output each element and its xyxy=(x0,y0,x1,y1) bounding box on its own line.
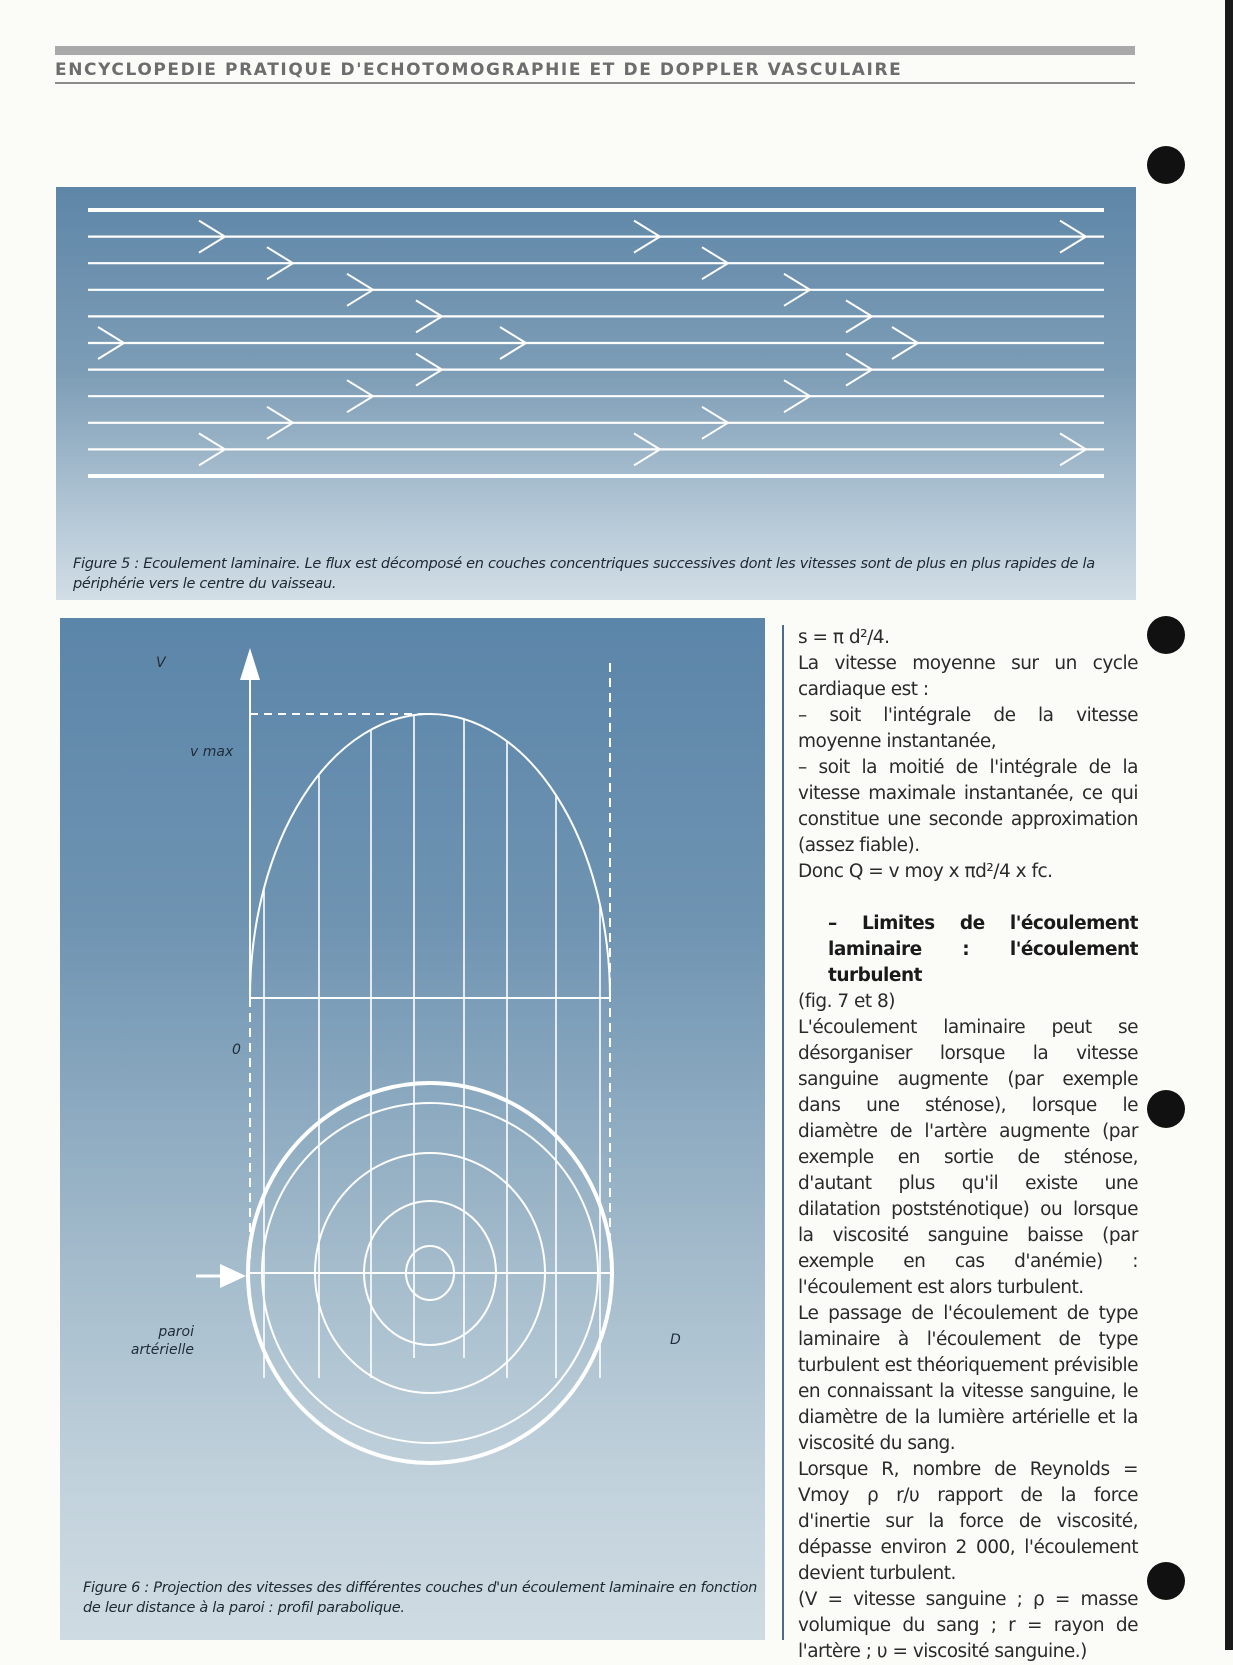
heading-reference: (fig. 7 et 8) xyxy=(798,991,896,1012)
axis-v-label: V xyxy=(156,655,166,671)
paragraph: – soit l'intégrale de la vitesse moyenne instantanée, xyxy=(798,705,1138,752)
wall-label-2: artérielle xyxy=(130,1342,194,1358)
paragraph: Le passage de l'écoulement de type laminaire à l'écoulement de type turbulent est théoriquement prévisible en connaissant la vitesse sanguine, le diamètre de la lumière artérielle et la viscosité du sang. xyxy=(798,1303,1138,1454)
page-edge xyxy=(1225,0,1233,1650)
text-column xyxy=(782,625,1140,1662)
diameter-label: D xyxy=(670,1332,681,1348)
figure-5-laminar-flow xyxy=(56,187,1136,600)
figure-5-caption: Figure 5 : Ecoulement laminaire. Le flux est décomposé en couches concentriques successives dont les vitesses sont de plus en plus rapides de la périphérie vers le centre du vaisseau. xyxy=(73,556,1095,592)
header-rule xyxy=(55,82,1135,84)
zero-label: 0 xyxy=(232,1042,241,1058)
figure-6-caption: Figure 6 : Projection des vitesses des différentes couches d'un écoulement laminaire en fonction de leur distance à la paroi : profil parabolique. xyxy=(83,1580,758,1616)
paragraph: s = π d²/4. xyxy=(798,627,890,648)
vmax-label: v max xyxy=(190,744,234,760)
parabolic-profile-diagram xyxy=(60,618,765,1640)
binder-hole-icon xyxy=(1147,616,1185,654)
axis-arrow-icon xyxy=(240,648,260,680)
wall-label-1: paroi xyxy=(158,1324,194,1340)
wall-arrow-icon xyxy=(220,1264,246,1288)
section-heading: – Limites de l'écoulement laminaire : l'écoulement turbulent xyxy=(828,913,1138,986)
paragraph: – soit la moitié de l'intégrale de la vitesse maximale instantanée, ce qui constitue une seconde approximation (assez fiable). xyxy=(798,757,1138,856)
laminar-flow-diagram xyxy=(56,187,1136,600)
header-bar xyxy=(55,46,1135,55)
figure-6-parabolic-profile xyxy=(60,618,765,1640)
paragraph: La vitesse moyenne sur un cycle cardiaque est : xyxy=(798,653,1138,700)
paragraph: Lorsque R, nombre de Reynolds = Vmoy ρ r/υ rapport de la force d'inertie sur la force de viscosité, dépasse environ 2 000, l'écoulement devient turbulent. xyxy=(798,1459,1138,1584)
binder-hole-icon xyxy=(1147,146,1185,184)
paragraph: L'écoulement laminaire peut se désorganiser lorsque la vitesse sanguine augmente (par exemple dans une sténose), lorsque le diamètre de l'artère augmente (par exemple en sortie de sténose, d'autant plus qu'il existe une dilatation poststénotique) ou lorsque la viscosité sanguine baisse (par exemple en cas d'anémie) : l'écoulement est alors turbulent. xyxy=(798,1017,1138,1298)
binder-hole-icon xyxy=(1147,1090,1185,1128)
paragraph: Donc Q = v moy x πd²/4 x fc. xyxy=(798,861,1053,882)
binder-hole-icon xyxy=(1147,1562,1185,1600)
running-header: ENCYCLOPEDIE PRATIQUE D'ECHOTOMOGRAPHIE ET DE DOPPLER VASCULAIRE xyxy=(55,60,903,80)
paragraph: (V = vitesse sanguine ; ρ = masse volumique du sang ; r = rayon de l'artère ; υ = viscosité sanguine.) xyxy=(798,1589,1138,1662)
